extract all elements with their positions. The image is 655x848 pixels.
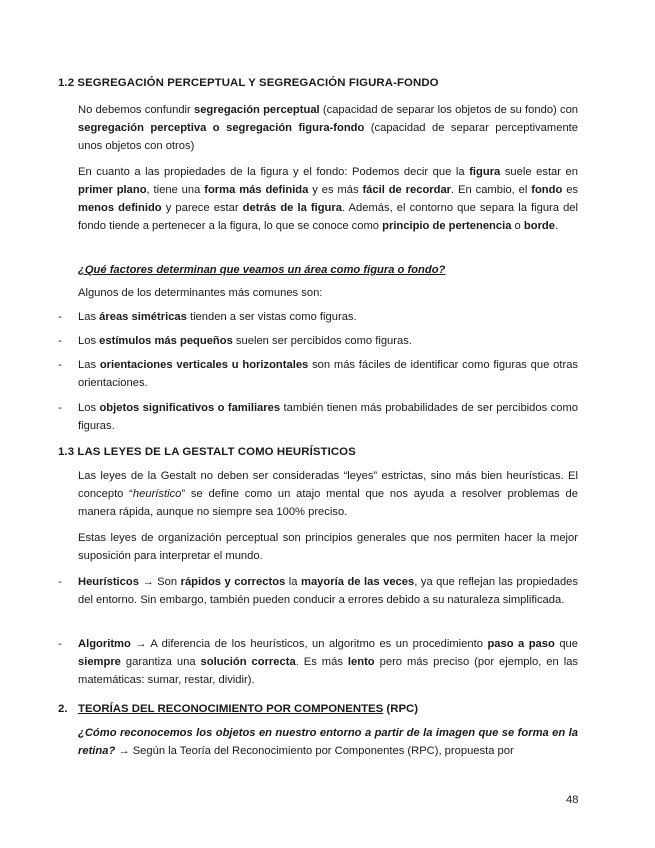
- section-number-2: 2.: [58, 703, 68, 715]
- paragraph-figure-ground-properties: En cuanto a las propiedades de la figura y el fondo: Podemos decir que la figura suele estar en primer plano, tiene una forma más definida y es más fácil de recordar. En cambio, el fondo es menos definido y parece estar detrás de la figura. Además, el contorno que separa la figura del fondo tiende a pertenecer a la figura, lo que se conoce como principio de pertenencia o borde.: [78, 166, 579, 232]
- paragraph-organization-laws: Estas leyes de organización perceptual son principios generales que nos permiten hacer la mejor suposición para interpretar el mundo.: [78, 532, 578, 562]
- section-heading-1-2: 1.2 SEGREGACIÓN PERCEPTUAL Y SEGREGACIÓN FIGURA-FONDO: [58, 77, 439, 89]
- list-item: - Algoritmo → A diferencia de los heurísticos, un algoritmo es un procedimiento paso a paso que siempre garantiza una solución correcta. Es más lento pero más preciso (por ejemplo, en las matemáticas: sumar, restar, dividir).: [58, 638, 579, 686]
- paragraph-gestalt-heuristics: Las leyes de la Gestalt no deben ser consideradas “leyes” estrictas, sino más bien heurísticas. El concepto “heurístico” se define como un atajo mental que nos ayuda a resolver problemas de manera rápida, aunque no siempre sea 100% preciso.: [78, 470, 578, 518]
- list-item: - Los estímulos más pequeños suelen ser percibidos como figuras.: [58, 335, 412, 347]
- list-item: - Las áreas simétricas tienden a ser vistas como figuras.: [58, 311, 357, 323]
- section-heading-2: TEORÍAS DEL RECONOCIMIENTO POR COMPONENTES (RPC): [78, 703, 419, 715]
- question-figure-ground-factors: ¿Qué factores determinan que veamos un área como figura o fondo?: [78, 264, 446, 276]
- page-number: 48: [566, 794, 579, 806]
- determinants-intro: Algunos de los determinantes más comunes son:: [78, 287, 323, 299]
- list-item: - Heurísticos → Son rápidos y correctos la mayoría de las veces, ya que reflejan las propiedades del entorno. Sin embargo, también pueden conducir a errores debido a su naturaleza simplificada.: [58, 576, 578, 606]
- section-heading-1-3: 1.3 LAS LEYES DE LA GESTALT COMO HEURÍSTICOS: [58, 446, 356, 458]
- paragraph-segregation-definition: No debemos confundir segregación perceptual (capacidad de separar los objetos de su fondo) con segregación perceptiva o segregación figura-fondo (capacidad de separar perceptivamente unos objetos con otros): [78, 104, 579, 152]
- list-item: - Los objetos significativos o familiares también tienen más probabilidades de ser percibidos como figuras.: [58, 402, 578, 432]
- list-item: - Las orientaciones verticales u horizontales son más fáciles de identificar como figuras que otras orientaciones.: [58, 359, 579, 389]
- paragraph-rpc-question: ¿Cómo reconocemos los objetos en nuestro entorno a partir de la imagen que se forma en la retina? → Según la Teoría del Reconocimiento por Componentes (RPC), propuesta por: [78, 727, 578, 757]
